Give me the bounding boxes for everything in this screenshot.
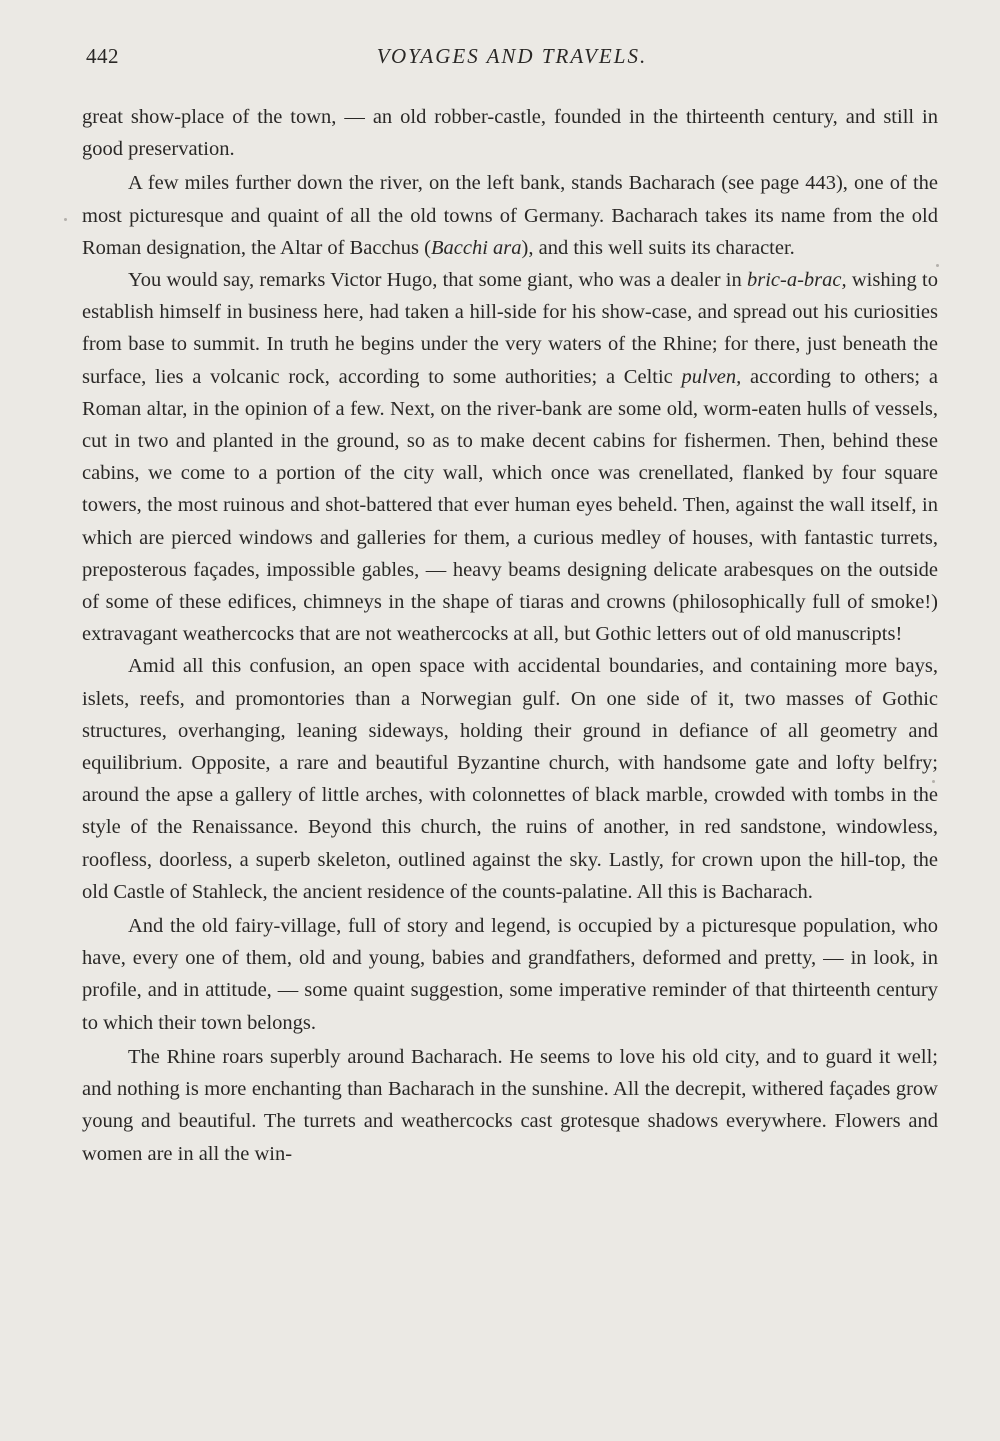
latin-phrase: Bacchi ara [431, 236, 522, 259]
italic-bric-a-brac: bric-a-brac, [746, 269, 847, 292]
paragraph-3-text-end: according to others; a Roman altar, in the opinion of a few. Next, on the river-bank are some old, worm-eaten hulls of vessels, cut in two and planted in the ground, so as to make decent cabins for fishermen. Then, behind these cabins, we come to a portion of the city wall, which once was crenellated, flanked by four square towers, the most ruinous and shot-battered that ever human eyes beheld. Then, against the wall itself, in which are pierced windows and galleries for them, a curious medley of houses, with fantastic turrets, preposterous façades, impossible gables, — heavy beams designing delicate arabesques on the outside of some of these edifices, chimneys in the shape of tiaras and crowns (philosophically full of smoke!) extravagant weathercocks that are not weathercocks at all, but Gothic letters out of old manuscripts! [82, 365, 938, 646]
paragraph-3-text-mid: wishing to establish himself in business here, had taken a hill-side for his show-case, and spread out his curiosities from base to summit. In truth he begins under the very waters of the Rhine; for there, just beneath the surface, lies a volcanic rock, according to some authorities; a Celtic [82, 269, 938, 388]
paper-speck [64, 218, 67, 221]
paragraph-5 [82, 910, 938, 1039]
paragraph-1 [82, 101, 938, 165]
paragraph-6-text: The Rhine roars superbly around Bacharach. He seems to love his old city, and to guard it well; and nothing is more enchanting than Bacharach in the sunshine. All the decrepit, withered façades grow young and beautiful. The turrets and weathercocks cast grotesque shadows everywhere. Flowers and women are in all the win- [82, 1045, 938, 1165]
page-number: 442 [86, 44, 119, 68]
paragraph-1-text: great show-place of the town, — an old robber-castle, founded in the thirteenth century, and still in good preservation. [82, 106, 938, 161]
page-header [86, 44, 938, 76]
paragraph-2-text: A few miles further down the river, on the left bank, stands Bacharach (see page 443), one of the most picturesque and quaint of all the old towns of Germany. Bacharach takes its name from the old Roman designation, the Altar of Bacchus ( [82, 172, 938, 259]
paragraph-2-text-end: ), and this well suits its character. [521, 236, 795, 259]
italic-pulven: pulven, [681, 365, 742, 388]
paragraph-4-text: Amid all this confusion, an open space with accidental boundaries, and containing more bays, islets, reefs, and promontories than a Norwegian gulf. On one side of it, two masses of Gothic structures, overhanging, leaning sideways, holding their ground in defiance of all geometry and equilibrium. Opposite, a rare and beautiful Byzantine church, with handsome gate and lofty belfry; around the apse a gallery of little arches, with colonnettes of black marble, crowded with tombs in the style of the Renaissance. Beyond this church, the ruins of another, in red sandstone, windowless, roofless, doorless, a superb skeleton, outlined against the sky. Lastly, for crown upon the hill-top, the old Castle of Stahleck, the ancient residence of the counts-palatine. All this is Bacharach. [82, 655, 938, 903]
paragraph-6 [82, 1041, 938, 1170]
paper-speck [932, 780, 935, 783]
paragraph-3 [82, 264, 938, 650]
paragraph-2 [82, 167, 938, 264]
running-head: VOYAGES AND TRAVELS. [376, 44, 648, 68]
paragraph-5-text: And the old fairy-village, full of story and legend, is occupied by a picturesque population, who have, every one of them, old and young, babies and grandfathers, deformed and pretty, — in look, in profile, and in attitude, — some quaint suggestion, some imperative reminder of that thirteenth century to which their town belongs. [82, 915, 938, 1034]
body-text [82, 101, 938, 1170]
paragraph-3-text: You would say, remarks Victor Hugo, that some giant, who was a dealer in [128, 269, 747, 292]
paper-speck [936, 264, 939, 267]
paragraph-4 [82, 650, 938, 908]
